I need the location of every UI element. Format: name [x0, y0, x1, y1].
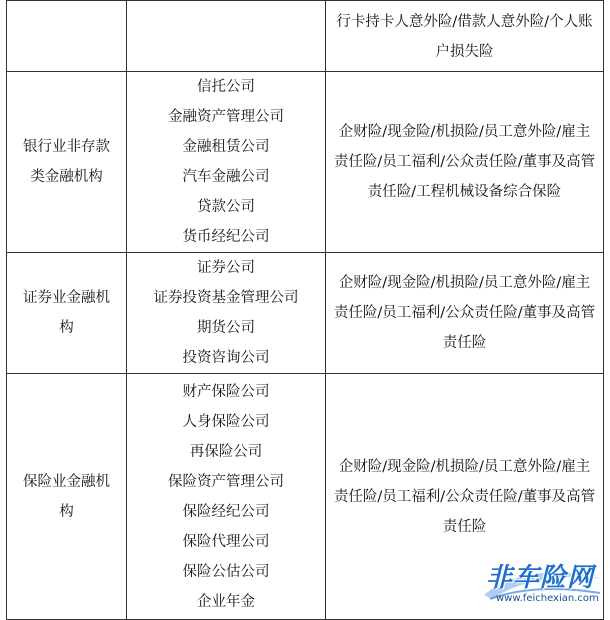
subtype-item: 保险资产管理公司	[168, 473, 284, 490]
watermark-url: www.feichexian.com	[496, 593, 599, 604]
subtype-item: 金融租赁公司	[182, 139, 270, 155]
subtype-item: 证券投资基金管理公司	[153, 290, 299, 306]
subtype-item: 财产保险公司	[182, 383, 270, 400]
subtype-cell	[127, 374, 326, 620]
subtype-item: 保险代理公司	[182, 533, 270, 550]
subtype-item: 信托公司	[197, 79, 255, 95]
table-row	[7, 72, 604, 253]
insurance-cell: 企财险/现金险/机损险/员工意外险/雇主责任险/员工福利/公众责任险/董事及高管责任险	[326, 374, 604, 620]
table-row	[7, 1, 604, 72]
watermark-logo	[486, 555, 604, 609]
subtype-item: 保险公估公司	[182, 563, 270, 580]
subtype-cell	[127, 1, 326, 72]
subtype-cell	[127, 72, 326, 253]
subtype-item: 期货公司	[197, 320, 255, 336]
subtype-item: 贷款公司	[197, 199, 255, 215]
watermark-brand: 非车险网	[486, 563, 595, 593]
category-cell: 证券业金融机构	[7, 253, 127, 374]
subtype-item: 汽车金融公司	[182, 169, 270, 185]
subtype-item: 再保险公司	[189, 443, 263, 460]
category-cell	[7, 1, 127, 72]
insurance-table	[6, 0, 604, 620]
subtype-item: 人身保险公司	[182, 413, 270, 430]
subtype-item: 金融资产管理公司	[168, 109, 284, 125]
subtype-item: 投资咨询公司	[182, 350, 270, 366]
insurance-cell: 行卡持卡人意外险/借款人意外险/个人账户损失险	[326, 1, 604, 72]
category-cell: 银行业非存款类金融机构	[7, 72, 127, 253]
insurance-cell: 企财险/现金险/机损险/员工意外险/雇主责任险/员工福利/公众责任险/董事及高管责任险/工程机械设备综合保险	[326, 72, 604, 253]
category-cell: 保险业金融机构	[7, 374, 127, 620]
table-row	[7, 253, 604, 374]
subtype-item: 企业年金	[197, 593, 255, 610]
insurance-cell: 企财险/现金险/机损险/员工意外险/雇主责任险/员工福利/公众责任险/董事及高管责任险	[326, 253, 604, 374]
subtype-cell	[127, 253, 326, 374]
subtype-item: 证券公司	[197, 260, 255, 276]
subtype-item: 货币经纪公司	[182, 229, 270, 245]
subtype-item: 保险经纪公司	[182, 503, 270, 520]
